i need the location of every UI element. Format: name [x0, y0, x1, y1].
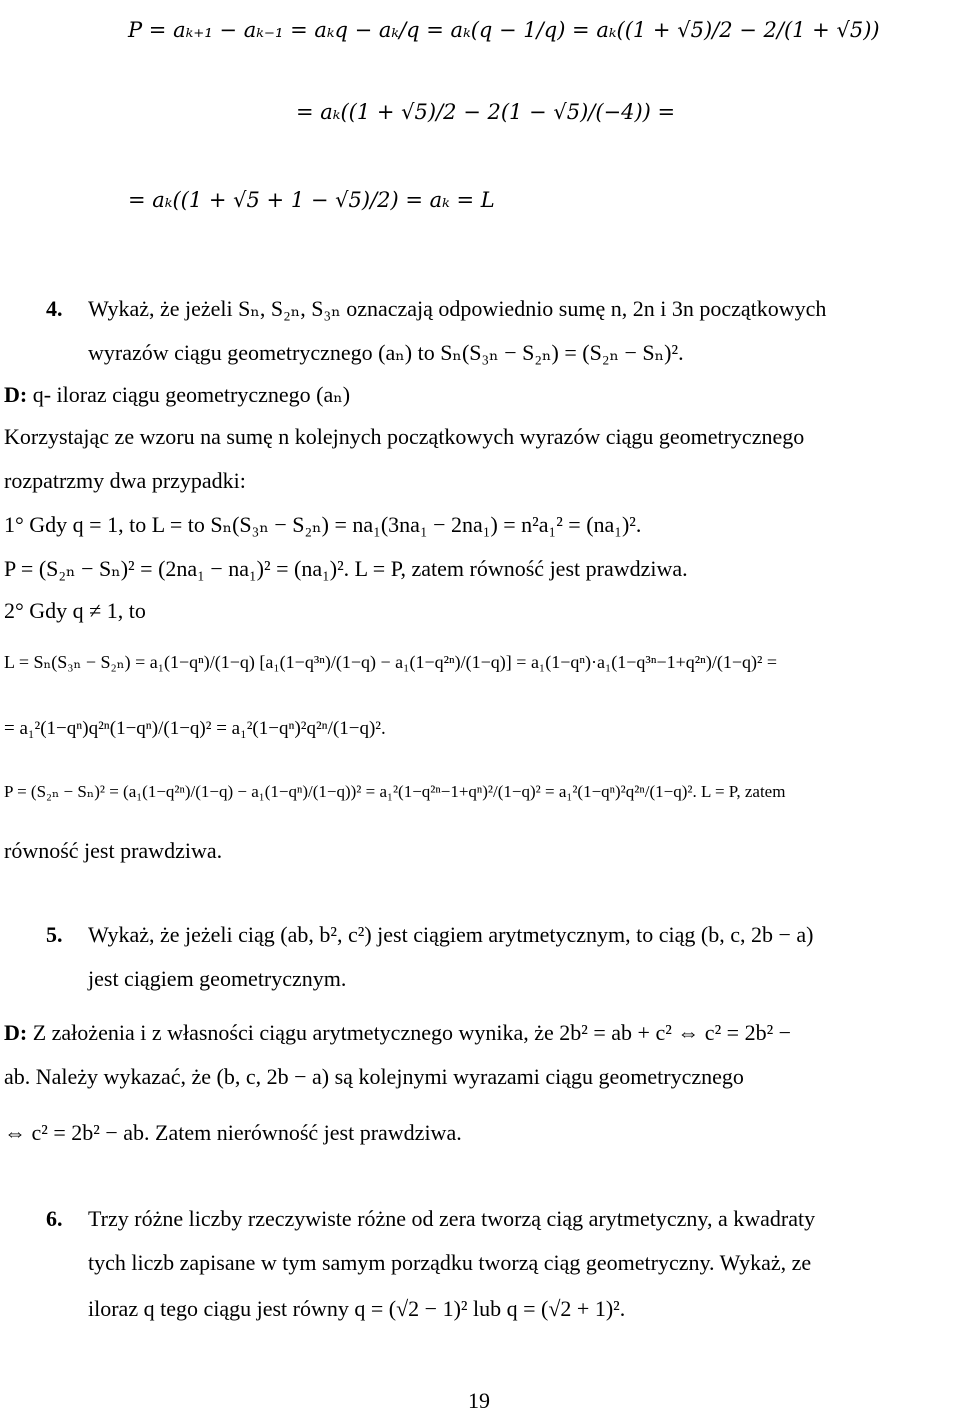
- problem-5-statement-line-2: jest ciągiem geometrycznym.: [88, 966, 347, 991]
- problem-5-proof-line-2: ab. Należy wykazać, że (b, c, 2b − a) są kolejnymi wyrazami ciągu geometrycznego: [4, 1064, 744, 1089]
- problem-5-proof-text: Z założenia i z własności ciągu arytmetycznego wynika, że 2b² = ab + c² ⇔ c² = 2b² −: [32, 1020, 792, 1045]
- problem-4-statement-line-1: Wykaż, że jeżeli Sₙ, S₂ₙ, S₃ₙ oznaczają odpowiednio sumę n, 2n i 3n początkowych: [88, 296, 827, 321]
- problem-4-proof-label: D:: [4, 382, 28, 407]
- problem-6-statement-line-1: Trzy różne liczby rzeczywiste różne od zera tworzą ciąg arytmetyczny, a kwadraty: [88, 1206, 816, 1231]
- problem-4-proof-line-1: [4, 382, 350, 408]
- problem-5-proof-label: D:: [4, 1020, 28, 1045]
- derivation-line-2: = aₖ((1 + √5)/2 − 2(1 − √5)/(−4)) =: [296, 100, 676, 124]
- problem-4-proof-text: q- iloraz ciągu geometrycznego (aₙ): [32, 382, 351, 407]
- problem-5-proof-line-3: ⇔ c² = 2b² − ab. Zatem nierówność jest prawdziwa.: [4, 1120, 462, 1145]
- problem-4-proof-line-2: Korzystając ze wzoru na sumę n kolejnych początkowych wyrazów ciągu geometrycznego: [4, 424, 805, 449]
- problem-5-proof-line-1: [4, 1020, 791, 1046]
- problem-5-number: 5.: [46, 922, 63, 947]
- problem-4-case-1-line-2: P = (S₂ₙ − Sₙ)² = (2na₁ − na₁)² = (na₁)². L = P, zatem równość jest prawdziwa.: [4, 556, 688, 581]
- derivation-line-1: P = aₖ₊₁ − aₖ₋₁ = aₖq − aₖ/q = aₖ(q − 1/q) = aₖ((1 + √5)/2 − 2/(1 + √5)): [128, 18, 880, 42]
- problem-4-proof-line-3: rozpatrzmy dwa przypadki:: [4, 468, 246, 493]
- problem-4-statement-line-2: wyrazów ciągu geometrycznego (aₙ) to Sₙ(S₃ₙ − S₂ₙ) = (S₂ₙ − Sₙ)².: [88, 340, 684, 365]
- problem-4-number: 4.: [46, 296, 63, 321]
- problem-5-statement-line-1: Wykaż, że jeżeli ciąg (ab, b², c²) jest ciągiem arytmetycznym, to ciąg (b, c, 2b − a): [88, 922, 814, 947]
- problem-4-case-2-line-4: P = (S₂ₙ − Sₙ)² = (a₁(1−q²ⁿ)/(1−q) − a₁(1−qⁿ)/(1−q))² = a₁²(1−q²ⁿ−1+qⁿ)²/(1−q)² = a₁²(1−qⁿ)²q²ⁿ/(1−q)². L = P, zatem: [4, 782, 786, 801]
- derivation-line-3: = aₖ((1 + √5 + 1 − √5)/2) = aₖ = L: [128, 188, 495, 212]
- problem-4-case-2-line-1: 2° Gdy q ≠ 1, to: [4, 598, 146, 623]
- problem-4-case-2-line-3: = a₁²(1−qⁿ)q²ⁿ(1−qⁿ)/(1−q)² = a₁²(1−qⁿ)²q²ⁿ/(1−q)².: [4, 718, 386, 739]
- problem-4-case-2-line-5: równość jest prawdziwa.: [4, 838, 223, 863]
- problem-6-statement-line-2: tych liczb zapisane w tym samym porządku tworzą ciąg geometryczny. Wykaż, ze: [88, 1250, 812, 1275]
- problem-4-case-2-line-2: L = Sₙ(S₃ₙ − S₂ₙ) = a₁(1−qⁿ)/(1−q) [a₁(1−q³ⁿ)/(1−q) − a₁(1−q²ⁿ)/(1−q)] = a₁(1−qⁿ)·a₁(1−q³ⁿ−1+q²ⁿ)/(1−q)² =: [4, 652, 778, 672]
- problem-6-statement-line-3: iloraz q tego ciągu jest równy q = (√2 − 1)² lub q = (√2 + 1)².: [88, 1296, 626, 1321]
- problem-6-number: 6.: [46, 1206, 63, 1231]
- page-number: 19: [468, 1388, 490, 1413]
- problem-4-case-1-line-1: 1° Gdy q = 1, to L = to Sₙ(S₃ₙ − S₂ₙ) = na₁(3na₁ − 2na₁) = n²a₁² = (na₁)².: [4, 512, 642, 537]
